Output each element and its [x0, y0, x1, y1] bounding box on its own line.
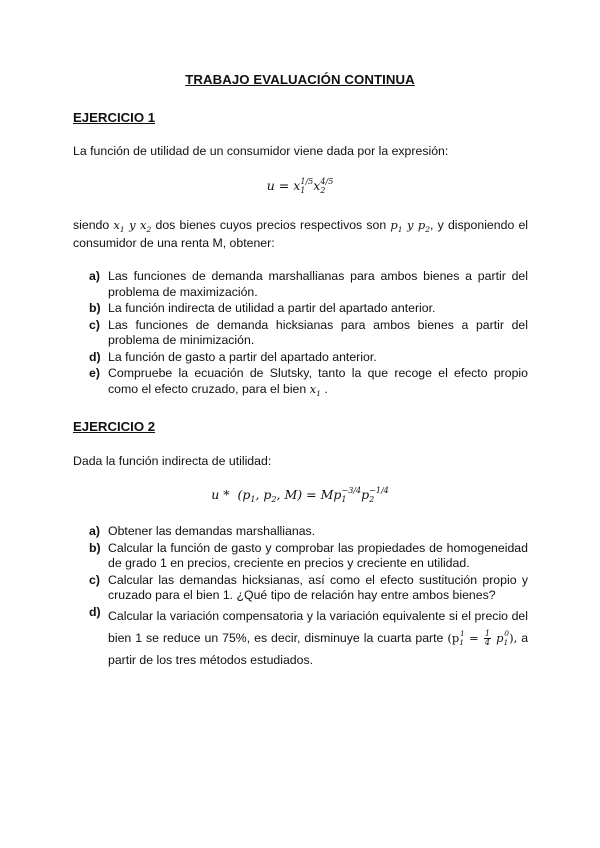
exercise-1-intro: La función de utilidad de un consumidor viene dada por la expresión: [73, 144, 449, 158]
exercise-1-statement: siendo $x_1$ y $x_2$ dos bienes cuyos precios respectivos son $p_1$ y $p_2$, y disponiendo el consumidor de una renta M, obtener: [73, 218, 529, 250]
list-item: a) Las funciones de demanda marshallianas para ambos bienes a partir del problema de maximización. [89, 269, 528, 299]
exercise-2-list [89, 524, 528, 672]
list-item: a) Obtener las demandas marshallianas. [89, 524, 316, 538]
list-item: b) Calcular la función de gasto y comprobar las propiedades de homogeneidad de grado 1 en precios, creciente en precios y creciente en utilidad. [89, 540, 528, 570]
exercise-1-list [89, 269, 528, 398]
exercise-2-heading: EJERCICIO 2 [73, 419, 156, 434]
utility-function-formula: $u = x_1^{1/5}x_2^{4/5}$ [266, 177, 334, 195]
exercise-1-heading: EJERCICIO 1 [73, 110, 156, 125]
price-change-formula: ($p_1^1$ = $\frac{1}{4}$ $p_1^0$), [447, 628, 518, 647]
list-item: b) La función indirecta de utilidad a partir del apartado anterior. [89, 301, 436, 315]
indirect-utility-formula: u * ($p_1$, $p_2$, $M) = Mp_1^{-3/4}p_2^{-1/4}$ [211, 486, 389, 504]
list-item: d) La función de gasto a partir del apartado anterior. [89, 349, 377, 364]
list-item: d) Calcular la variación compensatoria y la variación equivalente si el precio del bien 1 se reduce un 75%, es decir, disminuye la cuarta parte ($p_1^1$ = $\frac{1}{4}$ $p_1^0$), a partir de los tres métodos estudiados. [89, 604, 529, 667]
document-title: TRABAJO EVALUACIÓN CONTINUA [185, 72, 415, 87]
list-item: e) Compruebe la ecuación de Slutsky, tanto la que recoge el efecto propio como el efecto cruzado, para el bien $x_1$ . [89, 366, 528, 398]
exercise-2-intro: Dada la función indirecta de utilidad: [73, 454, 272, 468]
list-item: c) Calcular las demandas hicksianas, así como el efecto sustitución propio y cruzado para el bien 1. ¿Qué tipo de relación hay entre ambos bienes? [89, 572, 528, 602]
list-item: c) Las funciones de demanda hicksianas para ambos bienes a partir del problema de minimización. [89, 317, 528, 347]
